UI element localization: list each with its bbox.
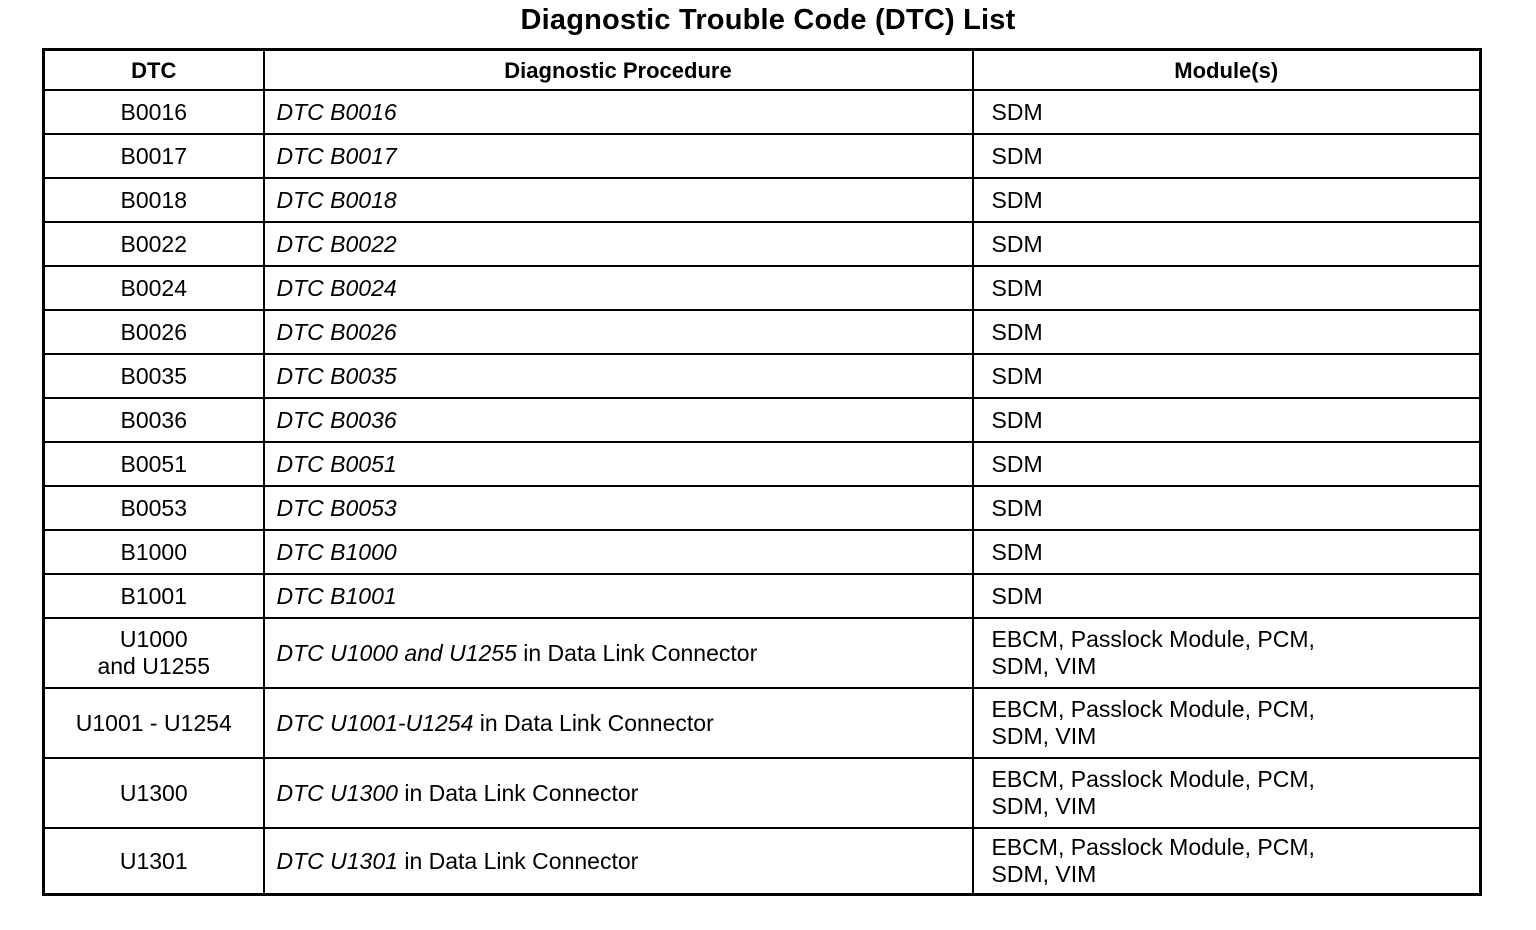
table-row (44, 486, 1481, 530)
table-row (44, 134, 1481, 178)
header-modules: Module(s) (973, 50, 1481, 91)
procedure-link: DTC B0053 (276, 494, 397, 521)
modules-line: SDM, VIM (991, 793, 1097, 819)
procedure-link: DTC U1000 and U1255 (276, 639, 517, 666)
procedure-cell (264, 758, 973, 828)
procedure-cell (264, 398, 973, 442)
procedure-suffix: in Data Link Connector (397, 847, 639, 874)
dtc-code: B0024 (44, 266, 264, 310)
modules-cell: SDM (973, 222, 1481, 266)
dtc-code: B0016 (44, 90, 264, 134)
modules-cell: SDM (973, 310, 1481, 354)
procedure-link: DTC B0018 (276, 186, 397, 213)
procedure-link: DTC U1301 (276, 847, 398, 874)
modules-cell: SDM (973, 442, 1481, 486)
dtc-table (42, 48, 1482, 896)
table-header-row (44, 50, 1481, 91)
dtc-code: B1001 (44, 574, 264, 618)
modules-cell: SDM (973, 530, 1481, 574)
procedure-link: DTC B0026 (276, 318, 397, 345)
procedure-link: DTC B0024 (276, 274, 397, 301)
modules-cell: SDM (973, 574, 1481, 618)
procedure-link: DTC B0016 (276, 98, 397, 125)
modules-cell: SDM (973, 134, 1481, 178)
modules-cell: SDM (973, 178, 1481, 222)
procedure-link: DTC B0035 (276, 362, 397, 389)
procedure-cell (264, 222, 973, 266)
procedure-cell (264, 688, 973, 758)
modules-line: EBCM, Passlock Module, PCM, (991, 834, 1315, 860)
table-row (44, 222, 1481, 266)
modules-cell (973, 828, 1481, 895)
dtc-code: B0051 (44, 442, 264, 486)
procedure-link: DTC B0022 (276, 230, 397, 257)
procedure-link: DTC B0017 (276, 142, 397, 169)
procedure-cell (264, 574, 973, 618)
modules-cell: SDM (973, 266, 1481, 310)
procedure-cell (264, 310, 973, 354)
procedure-suffix: in Data Link Connector (397, 779, 639, 806)
table-row (44, 758, 1481, 828)
dtc-code-line: U1000 (119, 626, 188, 652)
procedure-cell (264, 530, 973, 574)
table-row (44, 574, 1481, 618)
procedure-cell (264, 354, 973, 398)
dtc-code: B0018 (44, 178, 264, 222)
table-row (44, 442, 1481, 486)
dtc-code: B0026 (44, 310, 264, 354)
table-row (44, 310, 1481, 354)
procedure-cell (264, 442, 973, 486)
dtc-code: B0036 (44, 398, 264, 442)
procedure-link: DTC U1300 (276, 779, 398, 806)
modules-cell: SDM (973, 398, 1481, 442)
table-row (44, 354, 1481, 398)
procedure-cell (264, 618, 973, 688)
procedure-cell (264, 828, 973, 895)
procedure-cell (264, 134, 973, 178)
dtc-code: B0022 (44, 222, 264, 266)
page-title: Diagnostic Trouble Code (DTC) List (520, 4, 1016, 36)
table-row (44, 90, 1481, 134)
procedure-cell (264, 90, 973, 134)
dtc-code (44, 618, 264, 688)
dtc-code: B0035 (44, 354, 264, 398)
table-row (44, 618, 1481, 688)
table-row (44, 266, 1481, 310)
table-row (44, 828, 1481, 895)
procedure-link: DTC B0051 (276, 450, 397, 477)
dtc-code: U1301 (44, 828, 264, 895)
modules-cell (973, 688, 1481, 758)
procedure-link: DTC B1000 (276, 538, 397, 565)
table-row (44, 688, 1481, 758)
header-procedure: Diagnostic Procedure (264, 50, 973, 91)
dtc-code: U1300 (44, 758, 264, 828)
procedure-cell (264, 486, 973, 530)
modules-cell: SDM (973, 90, 1481, 134)
modules-cell: SDM (973, 354, 1481, 398)
modules-line: EBCM, Passlock Module, PCM, (991, 766, 1315, 792)
modules-line: EBCM, Passlock Module, PCM, (991, 696, 1315, 722)
modules-cell (973, 758, 1481, 828)
dtc-code: B0017 (44, 134, 264, 178)
header-dtc: DTC (44, 50, 264, 91)
dtc-code: B0053 (44, 486, 264, 530)
dtc-code: B1000 (44, 530, 264, 574)
modules-line: SDM, VIM (991, 653, 1097, 679)
procedure-suffix: in Data Link Connector (473, 709, 714, 736)
table-row (44, 178, 1481, 222)
procedure-link: DTC B1001 (276, 582, 397, 609)
modules-line: SDM, VIM (991, 861, 1097, 887)
procedure-suffix: in Data Link Connector (516, 639, 758, 666)
modules-line: EBCM, Passlock Module, PCM, (991, 626, 1315, 652)
modules-line: SDM, VIM (991, 723, 1097, 749)
dtc-code: U1001 - U1254 (44, 688, 264, 758)
procedure-cell (264, 178, 973, 222)
dtc-code-line: and U1255 (97, 653, 211, 679)
modules-cell: SDM (973, 486, 1481, 530)
table-row (44, 398, 1481, 442)
modules-cell (973, 618, 1481, 688)
table-row (44, 530, 1481, 574)
procedure-cell (264, 266, 973, 310)
procedure-link: DTC U1001-U1254 (276, 709, 474, 736)
procedure-link: DTC B0036 (276, 406, 397, 433)
